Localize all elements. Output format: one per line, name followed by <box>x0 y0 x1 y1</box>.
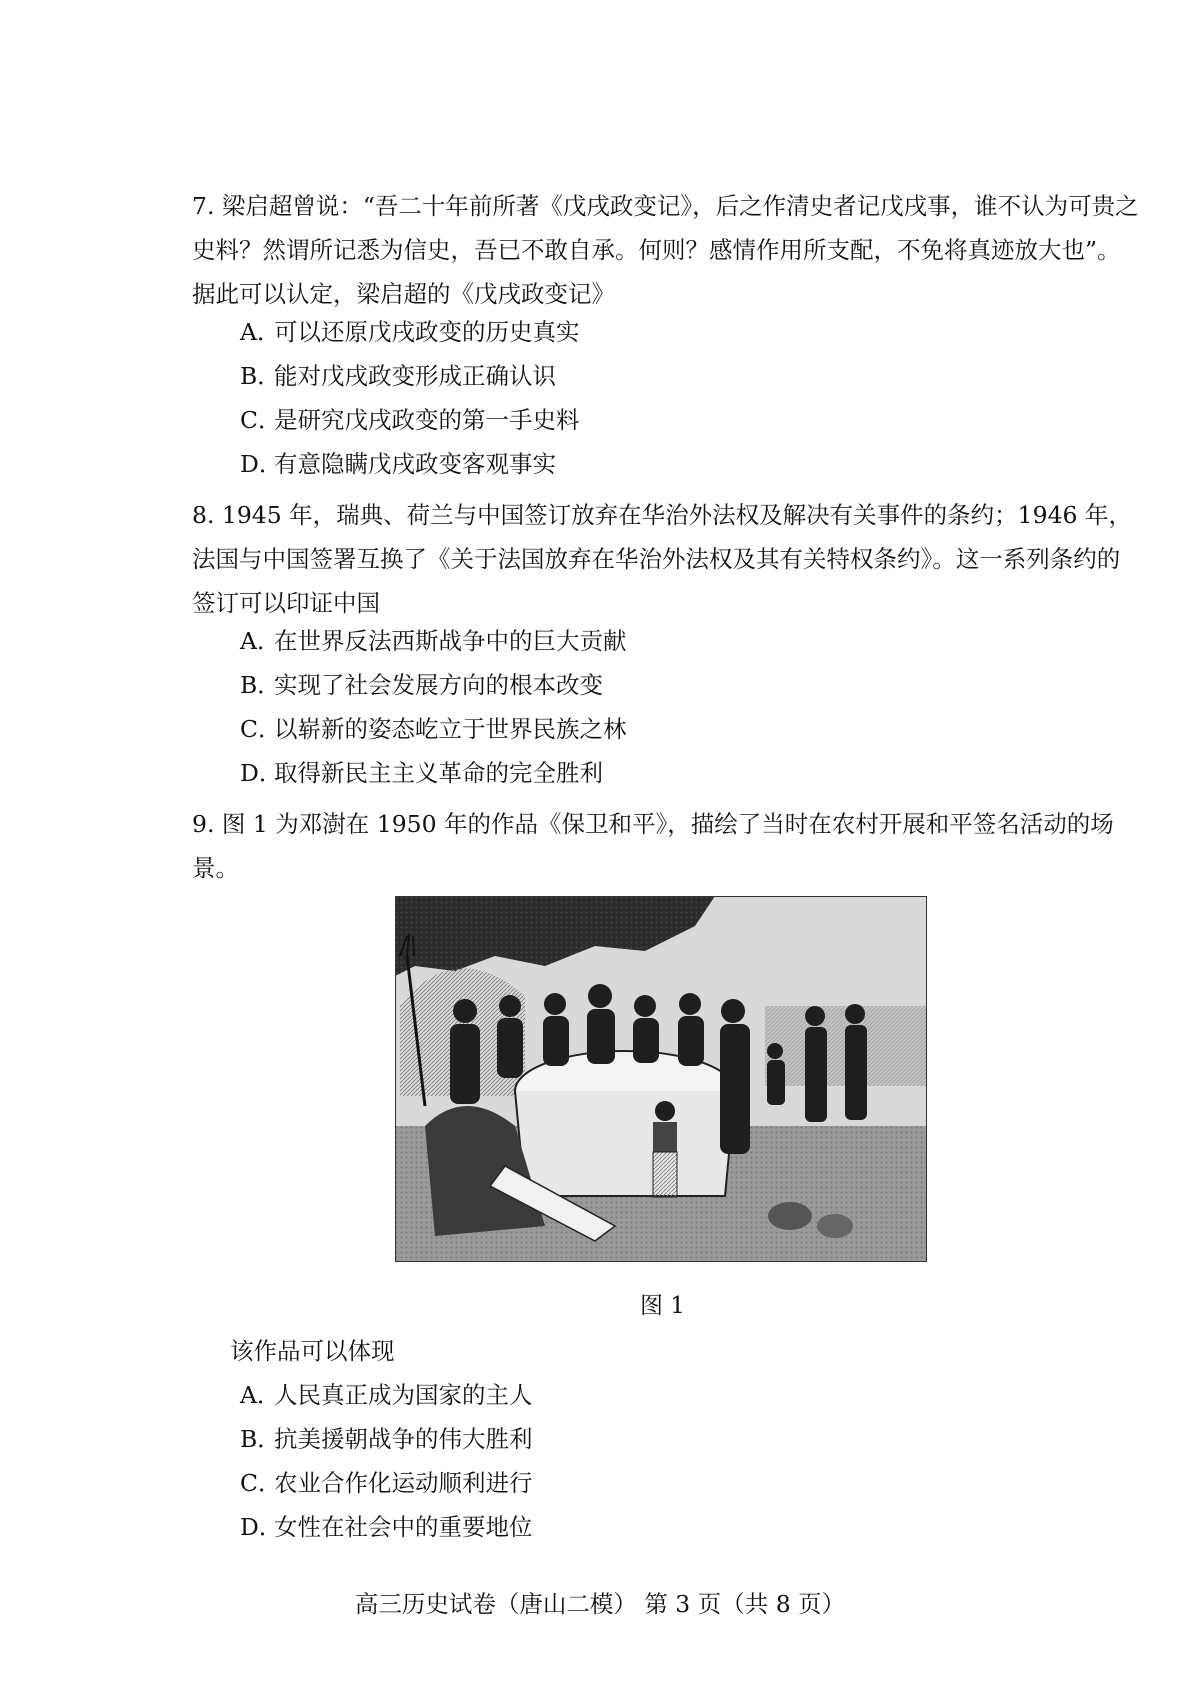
question-9-stem: 9. 图 1 为邓澍在 1950 年的作品《保卫和平》，描绘了当时在农村开展和平签名活动的场景。 <box>192 810 1114 882</box>
question-9-option-a: A．人民真正成为国家的主人 <box>240 1381 533 1409</box>
question-7-option-d: D．有意隐瞒戊戌政变客观事实 <box>240 450 556 478</box>
question-9-option-c: C．农业合作化运动顺利进行 <box>240 1469 533 1497</box>
question-7-option-c: C．是研究戊戌政变的第一手史料 <box>240 406 580 434</box>
question-9-option-b: B．抗美援朝战争的伟大胜利 <box>240 1425 533 1453</box>
page-footer: 高三历史试卷（唐山二模） 第 3 页（共 8 页） <box>354 1590 846 1618</box>
question-7-stem: 7. 梁启超曾说：“吾二十年前所著《戊戌政变记》，后之作清史者记戊戌事，谁不认为可贵之史料？然谓所记悉为信史，吾已不敢自承。何则？感情作用所支配，不免将真迹放大也”。据此可以认定，梁启超的《戊戌政变记》 <box>192 192 1139 308</box>
figure-painting <box>395 896 927 1262</box>
question-9-option-d: D．女性在社会中的重要地位 <box>240 1513 533 1541</box>
question-7-option-b: B．能对戊戌政变形成正确认识 <box>240 362 556 390</box>
figure-caption: 图 1 <box>640 1293 685 1319</box>
painting-illustration <box>395 896 927 1262</box>
question-8-option-b: B．实现了社会发展方向的根本改变 <box>240 671 603 699</box>
question-7-option-a: A．可以还原戊戌政变的历史真实 <box>240 318 580 346</box>
question-8-option-d: D．取得新民主主义革命的完全胜利 <box>240 759 603 787</box>
question-8-stem: 8. 1945 年，瑞典、荷兰与中国签订放弃在华治外法权及解决有关事件的条约；1946 年，法国与中国签署互换了《关于法国放弃在华治外法权及其有关特权条约》。这一系列条约的签订可以印证中国 <box>192 501 1132 617</box>
question-9-sub-stem: 该作品可以体现 <box>230 1337 395 1365</box>
question-8-option-c: C．以崭新的姿态屹立于世界民族之林 <box>240 715 627 743</box>
question-8-option-a: A．在世界反法西斯战争中的巨大贡献 <box>240 627 627 655</box>
